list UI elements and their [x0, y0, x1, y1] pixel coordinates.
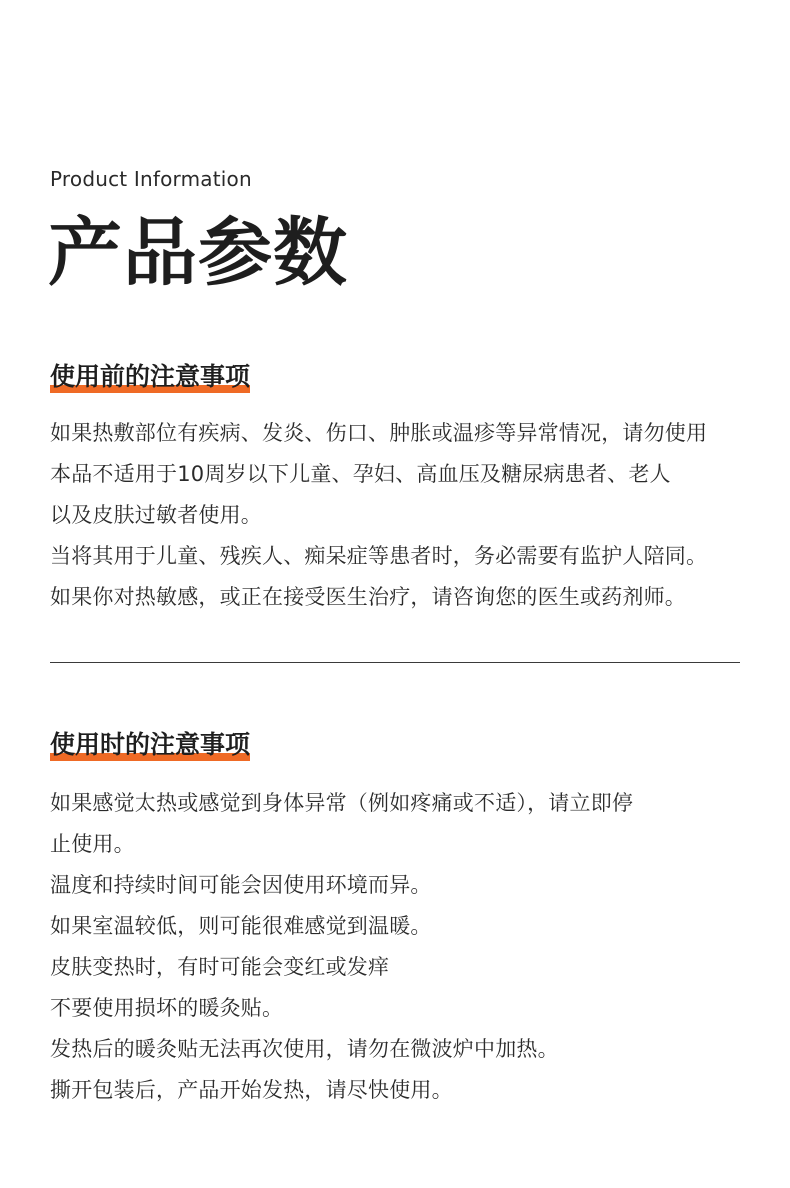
during-use-notes	[50, 783, 780, 1111]
section-divider	[50, 662, 740, 663]
note-line: 撕开包装后，产品开始发热，请尽快使用。	[50, 1078, 453, 1102]
section-heading-during-use: 使用时的注意事项	[50, 730, 251, 759]
section-heading-before-use: 使用前的注意事项	[50, 362, 251, 391]
page-title: 产品参数	[48, 210, 348, 296]
note-line: 如果室温较低，则可能很难感觉到温暖。	[50, 914, 432, 938]
note-line: 以及皮肤过敏者使用。	[50, 503, 262, 527]
note-line: 如果感觉太热或感觉到身体异常（例如疼痛或不适），请立即停	[50, 791, 634, 815]
note-line: 当将其用于儿童、残疾人、痴呆症等患者时，务必需要有监护人陪同。	[50, 544, 708, 568]
note-line: 发热后的暖灸贴无法再次使用，请勿在微波炉中加热。	[50, 1037, 559, 1061]
note-line: 温度和持续时间可能会因使用环境而异。	[50, 873, 432, 897]
note-line: 止使用。	[50, 832, 135, 856]
note-line: 本品不适用于10周岁以下儿童、孕妇、高血压及糖尿病患者、老人	[50, 462, 671, 486]
before-use-notes	[50, 413, 780, 618]
product-info-subtitle: Product Information	[50, 167, 252, 191]
note-line: 皮肤变热时，有时可能会变红或发痒	[50, 955, 390, 979]
note-line: 如果你对热敏感，或正在接受医生治疗，请咨询您的医生或药剂师。	[50, 585, 686, 609]
note-line: 不要使用损坏的暖灸贴。	[50, 996, 284, 1020]
note-line: 如果热敷部位有疾病、发炎、伤口、肿胀或温疹等异常情况，请勿使用	[50, 421, 708, 445]
